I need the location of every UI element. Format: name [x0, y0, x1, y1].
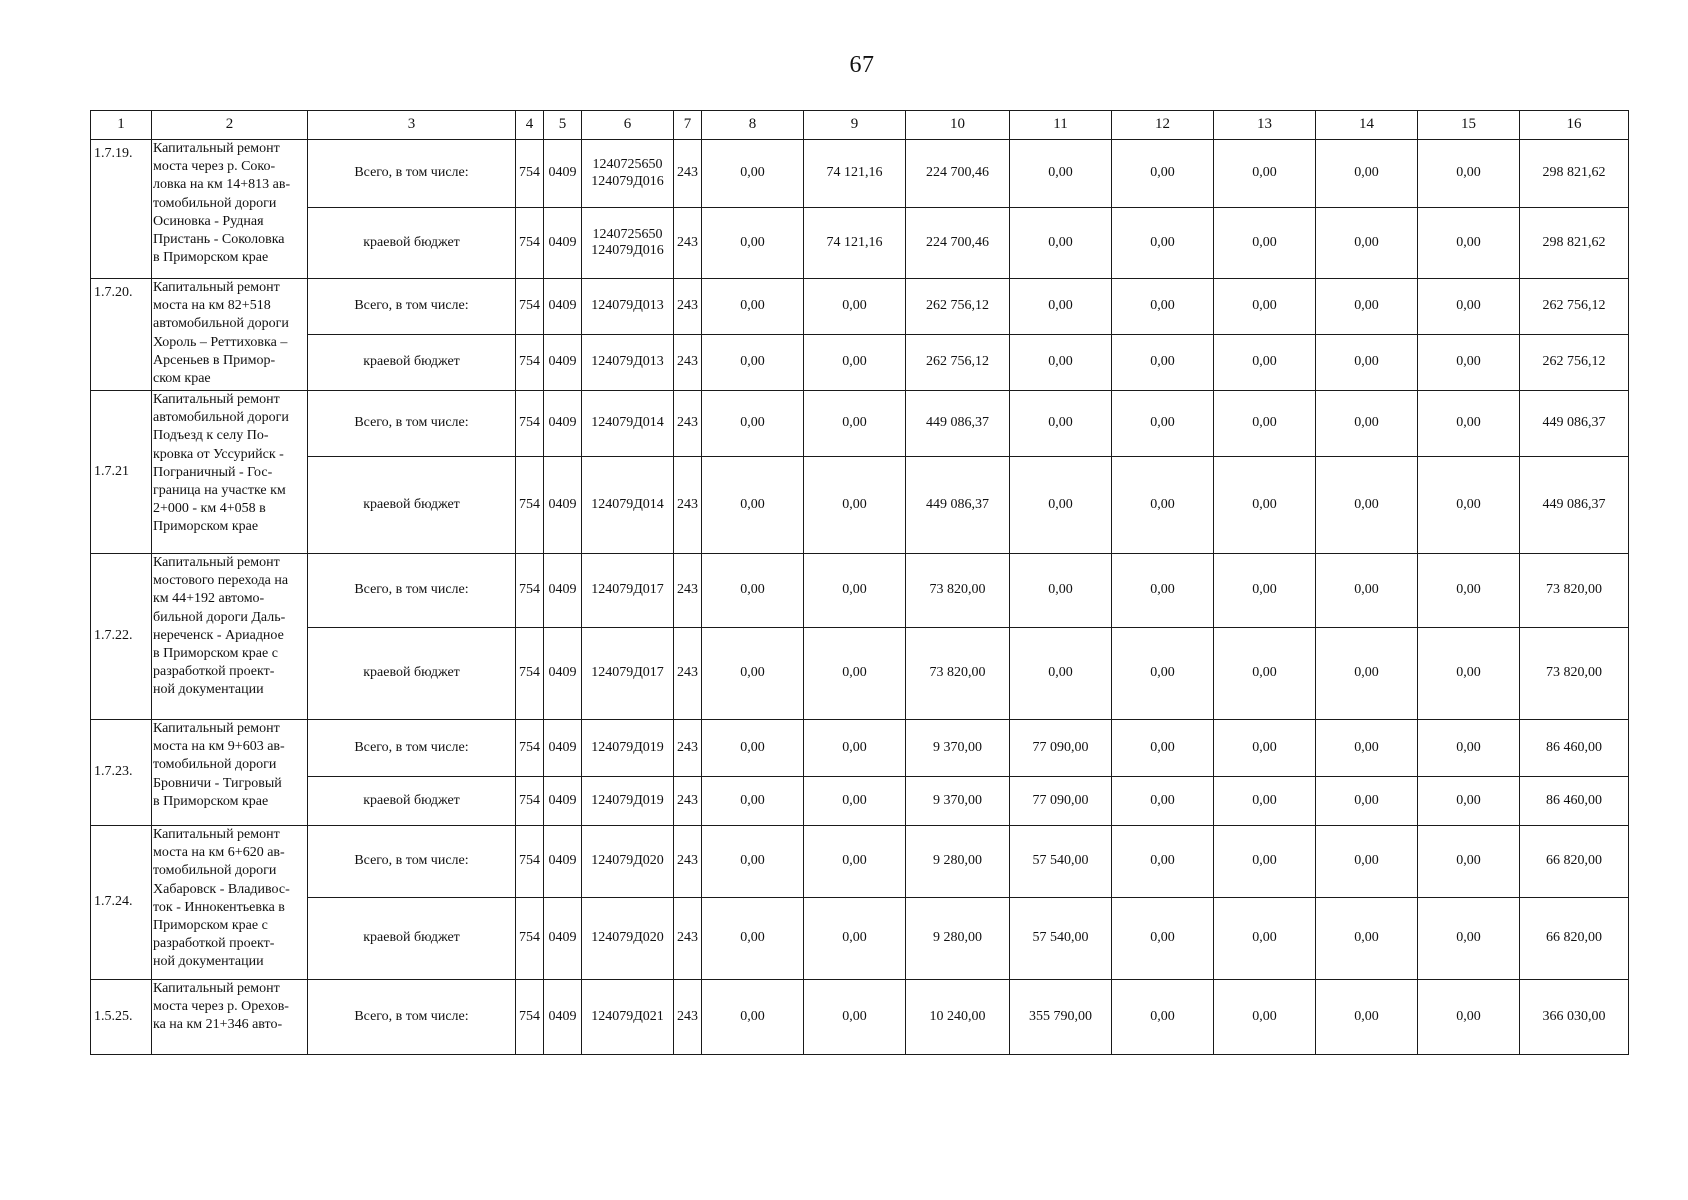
amount-cell: 0,00 — [804, 279, 906, 335]
amount-cell: 10 240,00 — [906, 980, 1010, 1055]
expense-type-cell: 243 — [674, 554, 702, 628]
description-line: Хабаровск - Владивос- — [153, 881, 290, 897]
amount-cell: 0,00 — [1214, 554, 1316, 628]
amount-cell: 262 756,12 — [1520, 279, 1629, 335]
amount-cell: 0,00 — [1316, 628, 1418, 720]
amount-cell: 0,00 — [702, 826, 804, 898]
amount-cell: 73 820,00 — [906, 628, 1010, 720]
amount-cell: 0,00 — [1316, 720, 1418, 777]
target-article-cell — [582, 826, 674, 898]
item-number-cell: 1.7.21 — [91, 391, 152, 554]
item-number-cell: 1.5.25. — [91, 980, 152, 1055]
section-code-cell: 0409 — [544, 279, 582, 335]
funding-source-label: краевой бюджет — [308, 335, 516, 391]
section-code-cell: 0409 — [544, 628, 582, 720]
ministry-code-cell: 754 — [516, 898, 544, 980]
amount-cell: 74 121,16 — [804, 140, 906, 208]
table-row — [91, 140, 1629, 208]
amount-cell: 0,00 — [702, 208, 804, 279]
target-article-cell — [582, 391, 674, 457]
amount-cell: 0,00 — [702, 980, 804, 1055]
description-line: Приморском крае с — [153, 918, 268, 934]
section-code-cell: 0409 — [544, 554, 582, 628]
amount-cell: 0,00 — [1418, 457, 1520, 554]
amount-cell: 66 820,00 — [1520, 826, 1629, 898]
header-cell: 6 — [582, 111, 674, 140]
ministry-code-cell: 754 — [516, 457, 544, 554]
amount-cell: 73 820,00 — [1520, 554, 1629, 628]
ministry-code-cell: 754 — [516, 777, 544, 826]
amount-cell: 9 370,00 — [906, 777, 1010, 826]
amount-cell: 0,00 — [1010, 457, 1112, 554]
amount-cell: 0,00 — [1418, 554, 1520, 628]
description-line: моста через р. Соко- — [153, 159, 276, 175]
amount-cell: 224 700,46 — [906, 140, 1010, 208]
target-article-cell — [582, 457, 674, 554]
section-code-cell: 0409 — [544, 777, 582, 826]
description-line: кровка от Уссурийск - — [153, 446, 284, 462]
description-line: ловка на км 14+813 ав- — [153, 177, 291, 193]
item-number-cell: 1.7.20. — [91, 279, 152, 391]
table-row — [91, 554, 1629, 628]
expense-type-cell: 243 — [674, 140, 702, 208]
header-cell: 3 — [308, 111, 516, 140]
amount-cell: 0,00 — [1418, 826, 1520, 898]
description-line: км 44+192 автомо- — [153, 591, 265, 607]
target-article-code: 124079Д019 — [591, 792, 664, 808]
amount-cell: 224 700,46 — [906, 208, 1010, 279]
amount-cell: 0,00 — [1010, 279, 1112, 335]
description-line: ском крае — [153, 371, 211, 387]
ministry-code-cell: 754 — [516, 208, 544, 279]
amount-cell: 0,00 — [1214, 898, 1316, 980]
amount-cell: 0,00 — [702, 335, 804, 391]
header-cell: 12 — [1112, 111, 1214, 140]
table-row — [91, 457, 1629, 554]
target-article-code: 124079Д020 — [591, 853, 664, 869]
amount-cell: 0,00 — [1214, 720, 1316, 777]
item-description-cell — [152, 980, 308, 1055]
item-number-cell: 1.7.23. — [91, 720, 152, 826]
amount-cell: 0,00 — [702, 898, 804, 980]
amount-cell: 0,00 — [804, 898, 906, 980]
description-line: ка на км 21+346 авто- — [153, 1017, 283, 1033]
amount-cell: 0,00 — [1010, 391, 1112, 457]
funding-source-label: краевой бюджет — [308, 457, 516, 554]
amount-cell: 66 820,00 — [1520, 898, 1629, 980]
description-line: Осиновка - Рудная — [153, 213, 264, 229]
amount-cell: 0,00 — [804, 777, 906, 826]
description-line: Хороль – Реттиховка – — [153, 334, 288, 350]
amount-cell: 0,00 — [1112, 208, 1214, 279]
section-code-cell: 0409 — [544, 335, 582, 391]
amount-cell: 298 821,62 — [1520, 140, 1629, 208]
amount-cell: 449 086,37 — [906, 457, 1010, 554]
page-number: 67 — [849, 52, 875, 78]
amount-cell: 0,00 — [702, 279, 804, 335]
funding-source-label: Всего, в том числе: — [308, 554, 516, 628]
header-cell: 1 — [91, 111, 152, 140]
description-line: Пограничный - Гос- — [153, 464, 273, 480]
amount-cell: 9 280,00 — [906, 826, 1010, 898]
amount-cell: 0,00 — [1112, 335, 1214, 391]
description-line: ной документации — [153, 682, 264, 698]
target-article-code: 124079Д019 — [591, 739, 664, 755]
description-line: Приморском крае — [153, 519, 259, 535]
amount-cell: 57 540,00 — [1010, 898, 1112, 980]
amount-cell: 0,00 — [702, 391, 804, 457]
item-description-cell — [152, 826, 308, 980]
amount-cell: 0,00 — [702, 628, 804, 720]
target-article-code: 124079Д014 — [591, 496, 664, 512]
description-line: моста на км 6+620 ав- — [153, 845, 285, 861]
target-article-code: 1240725650 — [592, 226, 663, 242]
amount-cell: 0,00 — [804, 457, 906, 554]
description-line: Капитальный ремонт — [153, 392, 280, 407]
target-article-cell — [582, 980, 674, 1055]
header-row — [91, 111, 1629, 140]
description-line: разработкой проект- — [153, 936, 275, 952]
amount-cell: 449 086,37 — [906, 391, 1010, 457]
description-line: ной документации — [153, 954, 264, 970]
target-article-cell — [582, 140, 674, 208]
description-line: разработкой проект- — [153, 664, 275, 680]
target-article-code: 124079Д017 — [591, 582, 664, 598]
amount-cell: 0,00 — [1316, 391, 1418, 457]
header-cell: 4 — [516, 111, 544, 140]
target-article-cell — [582, 335, 674, 391]
item-description-cell — [152, 391, 308, 554]
target-article-code: 124079Д021 — [591, 1008, 664, 1024]
description-line: бильной дороги Даль- — [153, 609, 286, 625]
amount-cell: 0,00 — [1112, 826, 1214, 898]
amount-cell: 73 820,00 — [906, 554, 1010, 628]
amount-cell: 0,00 — [1316, 457, 1418, 554]
amount-cell: 0,00 — [804, 628, 906, 720]
amount-cell: 0,00 — [1010, 628, 1112, 720]
header-cell: 15 — [1418, 111, 1520, 140]
expense-type-cell: 243 — [674, 391, 702, 457]
header-cell: 13 — [1214, 111, 1316, 140]
description-line: в Приморском крае — [153, 250, 269, 266]
description-line: томобильной дороги — [153, 863, 277, 879]
amount-cell: 0,00 — [1112, 554, 1214, 628]
amount-cell: 0,00 — [1214, 140, 1316, 208]
funding-source-label: краевой бюджет — [308, 777, 516, 826]
amount-cell: 0,00 — [1214, 335, 1316, 391]
target-article-cell — [582, 777, 674, 826]
amount-cell: 0,00 — [1214, 457, 1316, 554]
amount-cell: 449 086,37 — [1520, 391, 1629, 457]
amount-cell: 0,00 — [804, 980, 906, 1055]
target-article-cell — [582, 720, 674, 777]
funding-source-label: краевой бюджет — [308, 628, 516, 720]
target-article-code: 124079Д020 — [591, 930, 664, 946]
amount-cell: 77 090,00 — [1010, 777, 1112, 826]
table-row — [91, 826, 1629, 898]
section-code-cell: 0409 — [544, 140, 582, 208]
section-code-cell: 0409 — [544, 980, 582, 1055]
table-row — [91, 208, 1629, 279]
amount-cell: 0,00 — [1214, 391, 1316, 457]
ministry-code-cell: 754 — [516, 279, 544, 335]
header-cell: 8 — [702, 111, 804, 140]
amount-cell: 0,00 — [1418, 980, 1520, 1055]
header-cell: 2 — [152, 111, 308, 140]
amount-cell: 0,00 — [1214, 777, 1316, 826]
amount-cell: 0,00 — [1010, 554, 1112, 628]
funding-source-label: Всего, в том числе: — [308, 279, 516, 335]
amount-cell: 0,00 — [1112, 898, 1214, 980]
table-row — [91, 720, 1629, 777]
amount-cell: 0,00 — [1316, 980, 1418, 1055]
expense-type-cell: 243 — [674, 457, 702, 554]
amount-cell: 0,00 — [1418, 279, 1520, 335]
description-line: Капитальный ремонт — [153, 721, 280, 736]
header-cell: 10 — [906, 111, 1010, 140]
amount-cell: 449 086,37 — [1520, 457, 1629, 554]
amount-cell: 0,00 — [1010, 140, 1112, 208]
amount-cell: 0,00 — [1418, 720, 1520, 777]
amount-cell: 57 540,00 — [1010, 826, 1112, 898]
description-line: автомобильной дороги — [153, 316, 289, 332]
description-line: моста через р. Орехов- — [153, 999, 289, 1015]
table-row — [91, 391, 1629, 457]
amount-cell: 77 090,00 — [1010, 720, 1112, 777]
amount-cell: 0,00 — [1112, 628, 1214, 720]
amount-cell: 0,00 — [1112, 720, 1214, 777]
section-code-cell: 0409 — [544, 457, 582, 554]
item-number-cell: 1.7.24. — [91, 826, 152, 980]
section-code-cell: 0409 — [544, 826, 582, 898]
amount-cell: 0,00 — [804, 335, 906, 391]
amount-cell: 0,00 — [1112, 391, 1214, 457]
funding-source-label: краевой бюджет — [308, 898, 516, 980]
section-code-cell: 0409 — [544, 391, 582, 457]
header-cell: 16 — [1520, 111, 1629, 140]
amount-cell: 0,00 — [1316, 554, 1418, 628]
amount-cell: 0,00 — [804, 554, 906, 628]
description-line: Капитальный ремонт — [153, 555, 280, 570]
amount-cell: 0,00 — [1418, 391, 1520, 457]
expense-type-cell: 243 — [674, 279, 702, 335]
amount-cell: 86 460,00 — [1520, 720, 1629, 777]
expense-type-cell: 243 — [674, 720, 702, 777]
item-number-cell: 1.7.22. — [91, 554, 152, 720]
amount-cell: 86 460,00 — [1520, 777, 1629, 826]
amount-cell: 355 790,00 — [1010, 980, 1112, 1055]
target-article-code: 124079Д016 — [591, 173, 664, 189]
ministry-code-cell: 754 — [516, 720, 544, 777]
amount-cell: 0,00 — [702, 720, 804, 777]
amount-cell: 0,00 — [1418, 335, 1520, 391]
funding-source-label: Всего, в том числе: — [308, 980, 516, 1055]
amount-cell: 0,00 — [1316, 777, 1418, 826]
ministry-code-cell: 754 — [516, 628, 544, 720]
amount-cell: 9 280,00 — [906, 898, 1010, 980]
header-cell: 11 — [1010, 111, 1112, 140]
funding-source-label: Всего, в том числе: — [308, 391, 516, 457]
amount-cell: 366 030,00 — [1520, 980, 1629, 1055]
amount-cell: 0,00 — [1214, 628, 1316, 720]
description-line: Капитальный ремонт — [153, 280, 280, 295]
amount-cell: 0,00 — [1316, 208, 1418, 279]
target-article-code: 124079Д013 — [591, 354, 664, 370]
amount-cell: 0,00 — [1112, 457, 1214, 554]
expense-type-cell: 243 — [674, 628, 702, 720]
amount-cell: 0,00 — [1214, 279, 1316, 335]
target-article-cell — [582, 554, 674, 628]
description-line: мостового перехода на — [153, 573, 289, 589]
table-row — [91, 980, 1629, 1055]
target-article-code: 124079Д013 — [591, 298, 664, 314]
section-code-cell: 0409 — [544, 720, 582, 777]
description-line: Арсеньев в Примор- — [153, 352, 276, 368]
header-cell: 7 — [674, 111, 702, 140]
amount-cell: 0,00 — [702, 140, 804, 208]
funding-source-label: краевой бюджет — [308, 208, 516, 279]
amount-cell: 0,00 — [1316, 898, 1418, 980]
amount-cell: 262 756,12 — [906, 335, 1010, 391]
description-line: моста на км 9+603 ав- — [153, 739, 285, 755]
description-line: Капитальный ремонт — [153, 141, 280, 156]
target-article-cell — [582, 279, 674, 335]
amount-cell: 0,00 — [702, 777, 804, 826]
funding-source-label: Всего, в том числе: — [308, 720, 516, 777]
funding-source-label: Всего, в том числе: — [308, 826, 516, 898]
amount-cell: 0,00 — [804, 826, 906, 898]
description-line: моста на км 82+518 — [153, 298, 271, 314]
amount-cell: 0,00 — [702, 554, 804, 628]
description-line: Капитальный ремонт — [153, 827, 280, 842]
amount-cell: 0,00 — [1112, 140, 1214, 208]
amount-cell: 0,00 — [1010, 335, 1112, 391]
description-line: в Приморском крае с — [153, 646, 278, 662]
target-article-code: 124079Д014 — [591, 415, 664, 431]
amount-cell: 262 756,12 — [1520, 335, 1629, 391]
target-article-cell — [582, 898, 674, 980]
amount-cell: 0,00 — [1418, 140, 1520, 208]
description-line: томобильной дороги — [153, 195, 277, 211]
ministry-code-cell: 754 — [516, 391, 544, 457]
amount-cell: 0,00 — [1418, 777, 1520, 826]
target-article-code: 124079Д017 — [591, 665, 664, 681]
amount-cell: 0,00 — [1418, 208, 1520, 279]
description-line: Капитальный ремонт — [153, 981, 280, 996]
amount-cell: 0,00 — [1112, 980, 1214, 1055]
item-description-cell — [152, 279, 308, 391]
funding-source-label: Всего, в том числе: — [308, 140, 516, 208]
description-line: нереченск - Ариадное — [153, 627, 284, 643]
amount-cell: 0,00 — [804, 720, 906, 777]
ministry-code-cell: 754 — [516, 554, 544, 628]
expense-type-cell: 243 — [674, 898, 702, 980]
ministry-code-cell: 754 — [516, 335, 544, 391]
section-code-cell: 0409 — [544, 208, 582, 279]
amount-cell: 0,00 — [1418, 898, 1520, 980]
amount-cell: 0,00 — [1214, 980, 1316, 1055]
expense-type-cell: 243 — [674, 826, 702, 898]
amount-cell: 0,00 — [1316, 279, 1418, 335]
description-line: томобильной дороги — [153, 757, 277, 773]
item-description-cell — [152, 720, 308, 826]
header-cell: 14 — [1316, 111, 1418, 140]
amount-cell: 0,00 — [1112, 777, 1214, 826]
description-line: ток - Иннокентьевка в — [153, 899, 285, 915]
ministry-code-cell: 754 — [516, 826, 544, 898]
ministry-code-cell: 754 — [516, 980, 544, 1055]
description-line: Пристань - Соколовка — [153, 232, 285, 248]
item-number-cell: 1.7.19. — [91, 140, 152, 279]
amount-cell: 0,00 — [702, 457, 804, 554]
header-cell: 5 — [544, 111, 582, 140]
target-article-code: 124079Д016 — [591, 243, 664, 258]
target-article-cell — [582, 208, 674, 279]
description-line: 2+000 - км 4+058 в — [153, 501, 266, 517]
description-line: Бровничи - Тигровый — [153, 775, 282, 791]
expense-type-cell: 243 — [674, 335, 702, 391]
expense-type-cell: 243 — [674, 208, 702, 279]
target-article-code: 1240725650 — [592, 157, 663, 173]
amount-cell: 0,00 — [1316, 335, 1418, 391]
amount-cell: 73 820,00 — [1520, 628, 1629, 720]
amount-cell: 0,00 — [1418, 628, 1520, 720]
table-row — [91, 898, 1629, 980]
description-line: граница на участке км — [153, 483, 286, 499]
item-description-cell — [152, 140, 308, 279]
amount-cell: 262 756,12 — [906, 279, 1010, 335]
amount-cell: 298 821,62 — [1520, 208, 1629, 279]
table-row — [91, 628, 1629, 720]
amount-cell: 9 370,00 — [906, 720, 1010, 777]
ministry-code-cell: 754 — [516, 140, 544, 208]
expense-type-cell: 243 — [674, 777, 702, 826]
amount-cell: 0,00 — [1316, 140, 1418, 208]
description-line: Подъезд к селу По- — [153, 428, 269, 444]
table-body — [91, 111, 1629, 1055]
header-cell: 9 — [804, 111, 906, 140]
amount-cell: 0,00 — [1316, 826, 1418, 898]
description-line: в Приморском крае — [153, 793, 269, 809]
target-article-cell — [582, 628, 674, 720]
expense-type-cell: 243 — [674, 980, 702, 1055]
amount-cell: 0,00 — [1112, 279, 1214, 335]
section-code-cell: 0409 — [544, 898, 582, 980]
item-description-cell — [152, 554, 308, 720]
table-row — [91, 335, 1629, 391]
table-row — [91, 279, 1629, 335]
description-line: автомобильной дороги — [153, 410, 289, 426]
amount-cell: 0,00 — [1214, 208, 1316, 279]
amount-cell: 0,00 — [1010, 208, 1112, 279]
budget-table — [90, 110, 1629, 1055]
amount-cell: 74 121,16 — [804, 208, 906, 279]
table-row — [91, 777, 1629, 826]
amount-cell: 0,00 — [804, 391, 906, 457]
amount-cell: 0,00 — [1214, 826, 1316, 898]
